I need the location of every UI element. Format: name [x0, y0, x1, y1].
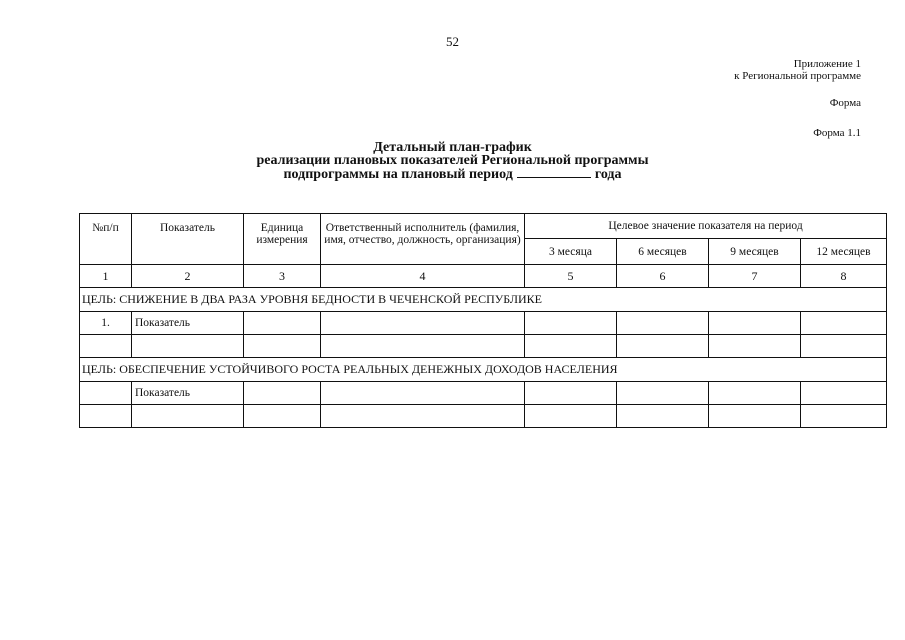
empty-cell[interactable]	[709, 335, 801, 358]
plan-schedule-table	[79, 213, 887, 428]
empty-cell[interactable]	[321, 405, 525, 428]
header-target-value: Целевое значение показателя на период	[525, 214, 887, 239]
form-label: Форма	[829, 97, 861, 109]
empty-cell[interactable]	[321, 382, 525, 405]
header-period-12: 12 месяцев	[801, 239, 887, 265]
empty-cell[interactable]	[80, 405, 132, 428]
empty-cell[interactable]	[132, 405, 244, 428]
header-indicator: Показатель	[132, 214, 244, 265]
empty-cell[interactable]	[801, 335, 887, 358]
empty-cell[interactable]	[801, 405, 887, 428]
header-unit: Единица измерения	[244, 214, 321, 265]
form-number: Форма 1.1	[813, 127, 861, 139]
column-numbers-row	[80, 265, 887, 288]
empty-cell[interactable]	[525, 405, 617, 428]
empty-cell[interactable]	[801, 312, 887, 335]
column-number: 5	[525, 265, 617, 288]
column-number: 2	[132, 265, 244, 288]
column-number: 7	[709, 265, 801, 288]
table-row	[80, 405, 887, 428]
document-period-line	[0, 167, 905, 181]
goal-row	[80, 358, 887, 382]
empty-cell[interactable]	[617, 312, 709, 335]
empty-cell[interactable]	[525, 335, 617, 358]
empty-cell[interactable]	[709, 405, 801, 428]
empty-cell[interactable]	[321, 312, 525, 335]
empty-cell[interactable]	[321, 335, 525, 358]
empty-cell[interactable]	[709, 312, 801, 335]
header-period-3: 3 месяца	[525, 239, 617, 265]
empty-cell[interactable]	[525, 312, 617, 335]
goal-1-text: ЦЕЛЬ: СНИЖЕНИЕ В ДВА РАЗА УРОВНЯ БЕДНОСТИ В ЧЕЧЕНСКОЙ РЕСПУБЛИКЕ	[80, 288, 887, 312]
empty-cell[interactable]	[244, 382, 321, 405]
period-blank-field[interactable]	[517, 167, 591, 178]
document-subtitle: реализации плановых показателей Региональной программы	[256, 153, 649, 168]
column-number: 4	[321, 265, 525, 288]
empty-cell[interactable]	[709, 382, 801, 405]
column-number: 3	[244, 265, 321, 288]
header-num: №п/п	[80, 214, 132, 265]
row-indicator: Показатель	[132, 382, 244, 405]
header-row	[80, 214, 887, 239]
empty-cell[interactable]	[244, 405, 321, 428]
row-num: 1.	[80, 312, 132, 335]
empty-cell[interactable]	[801, 382, 887, 405]
column-number: 6	[617, 265, 709, 288]
empty-cell[interactable]	[80, 335, 132, 358]
empty-cell[interactable]	[244, 312, 321, 335]
empty-cell[interactable]	[617, 405, 709, 428]
table-row	[80, 335, 887, 358]
header-period-9: 9 месяцев	[709, 239, 801, 265]
empty-cell[interactable]	[617, 335, 709, 358]
column-number: 1	[80, 265, 132, 288]
goal-2-text: ЦЕЛЬ: ОБЕСПЕЧЕНИЕ УСТОЙЧИВОГО РОСТА РЕАЛЬНЫХ ДЕНЕЖНЫХ ДОХОДОВ НАСЕЛЕНИЯ	[80, 358, 887, 382]
page-number: 52	[446, 34, 459, 49]
appendix-subtitle: к Региональной программе	[734, 70, 861, 82]
empty-cell[interactable]	[132, 335, 244, 358]
empty-cell[interactable]	[617, 382, 709, 405]
row-indicator: Показатель	[132, 312, 244, 335]
header-responsible: Ответственный исполнитель (фамилия, имя, отчество, должность, организация)	[321, 214, 525, 265]
table-row	[80, 382, 887, 405]
document-title: Детальный план-график	[373, 140, 532, 155]
empty-cell[interactable]	[525, 382, 617, 405]
header-period-6: 6 месяцев	[617, 239, 709, 265]
period-text: подпрограммы на плановый период	[283, 167, 513, 182]
appendix-label: Приложение 1	[793, 58, 861, 70]
period-year-text: года	[594, 167, 622, 182]
empty-cell[interactable]	[244, 335, 321, 358]
table-row	[80, 312, 887, 335]
goal-row	[80, 288, 887, 312]
column-number: 8	[801, 265, 887, 288]
row-num	[80, 382, 132, 405]
